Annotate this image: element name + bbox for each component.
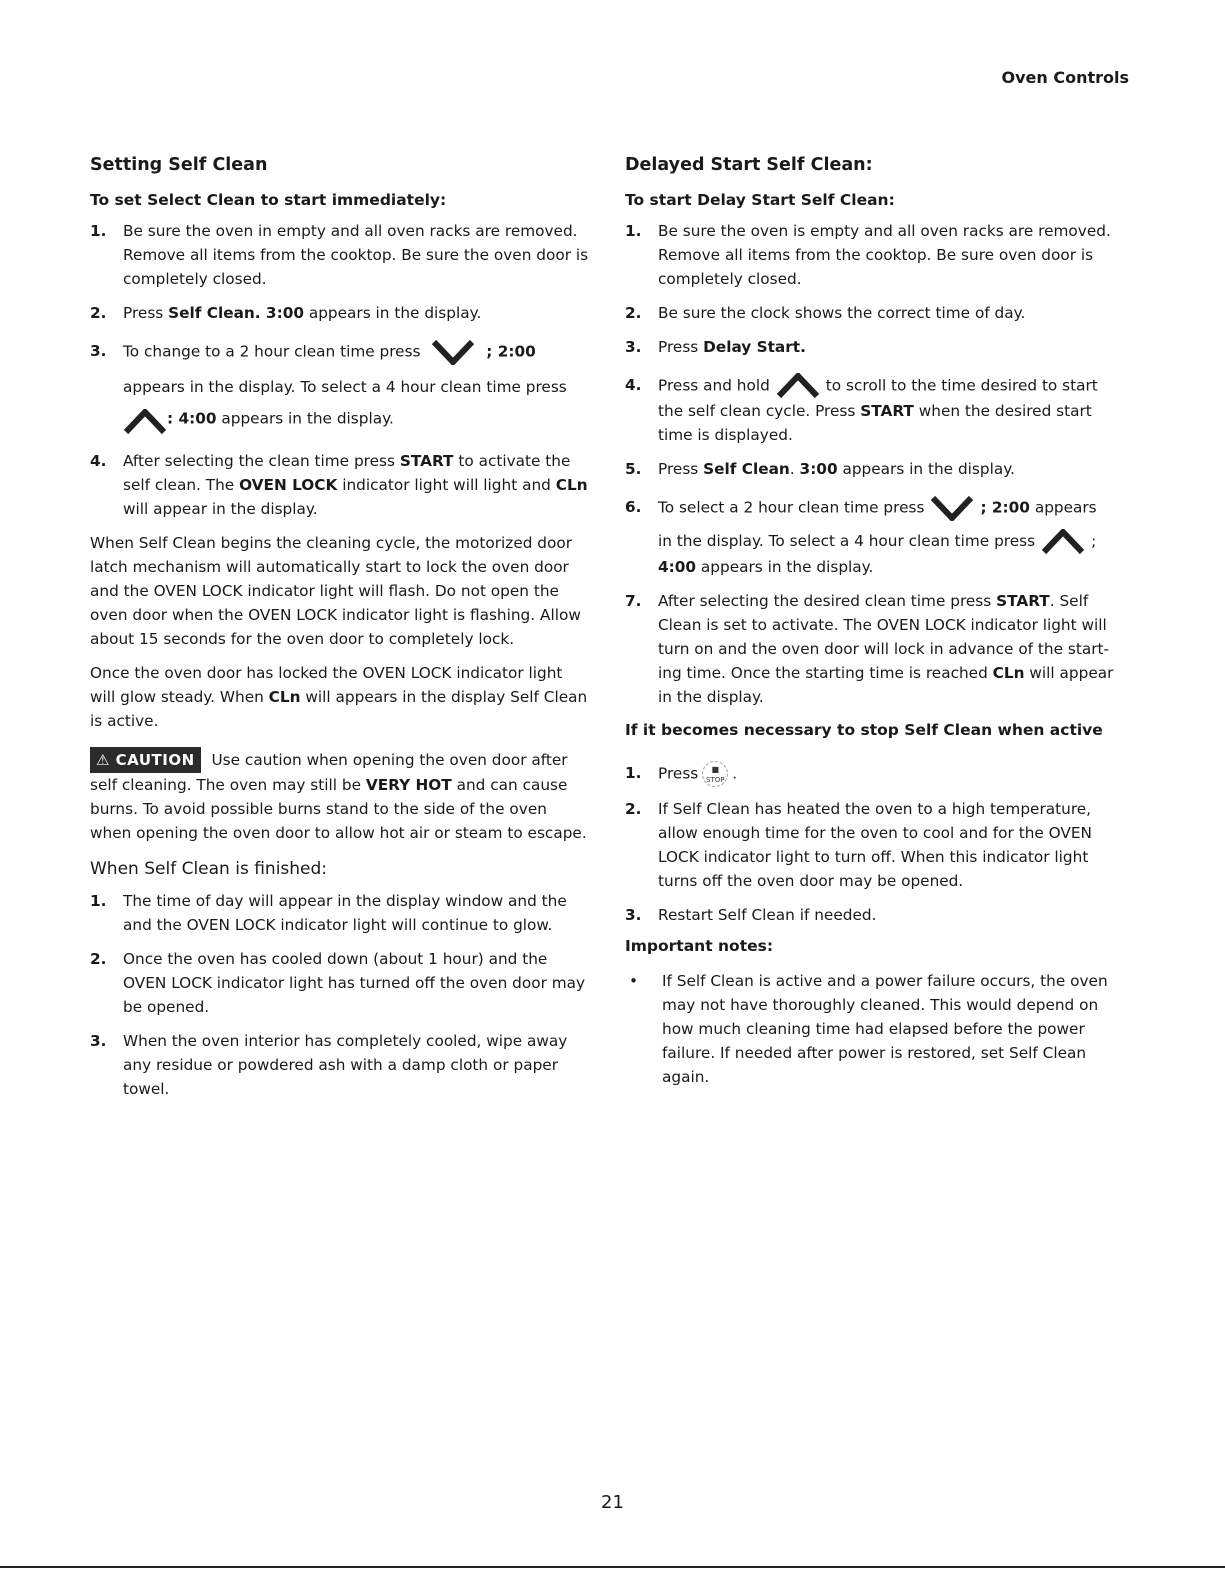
step-text: [123, 339, 590, 439]
bold-text: START: [996, 591, 1050, 610]
text-run: will appears in the display Self Clean is active.: [90, 688, 588, 730]
bold-text: CLn: [268, 688, 301, 706]
text-run: and can cause burns. To avoid possible burns stand to the side of the oven when opening the oven door to allow hot air or steam to escape.: [90, 776, 587, 842]
text-run: in the display. To select a 4 hour clean time press: [658, 532, 1036, 550]
stop-button-icon: ■ STOP: [702, 761, 728, 787]
list-item: [90, 219, 590, 291]
text-run: .: [732, 764, 738, 782]
step-number: 2.: [625, 799, 642, 818]
list-item: [90, 449, 590, 521]
bullet: •: [629, 971, 639, 990]
bold-text: ; 2:00: [980, 498, 1030, 517]
chevron-down-icon: [431, 339, 475, 365]
step-number: 1.: [90, 892, 107, 910]
text-run: Press: [658, 338, 704, 356]
list-item: [625, 495, 1125, 579]
step-number: 3.: [625, 905, 642, 924]
text-run: indicator light will light and: [337, 476, 556, 494]
section-title-delayed-start: Delayed Start Self Clean:: [625, 155, 873, 175]
text-run: appears in the display.: [216, 409, 394, 428]
list-item: [625, 903, 1125, 927]
text-run: will appear in the display.: [123, 500, 318, 518]
chevron-up-icon: [776, 373, 820, 399]
text-run: appears in the display.: [696, 557, 874, 576]
text-run: when the desired start time is displayed.: [658, 402, 1092, 444]
step-number: 5.: [625, 460, 642, 478]
step-text: [658, 457, 1125, 481]
bold-text: OVEN LOCK: [239, 476, 338, 494]
step-text: Be sure the clock shows the correct time of day.: [658, 304, 1026, 322]
text-run: to activate the self clean. The: [123, 452, 571, 494]
right-column: [625, 155, 1125, 1099]
step-number: 1.: [625, 763, 642, 782]
bold-text: Self Clean: [703, 460, 790, 478]
stop-icon-label: STOP: [706, 775, 725, 784]
text-run: After selecting the clean time press: [123, 452, 400, 470]
step-text: [658, 761, 1125, 787]
subtitle-start-immediately: To set Select Clean to start immediately:: [90, 191, 447, 209]
caution-badge: ⚠ CAUTION: [90, 747, 201, 773]
paragraph-oven-locked: [90, 661, 590, 733]
list-item: [625, 761, 1125, 787]
step-number: 3.: [90, 1032, 107, 1050]
left-column: [90, 155, 590, 1111]
list-item: [625, 219, 1125, 291]
subtitle-stop-self-clean: If it becomes necessary to stop Self Clean when active: [625, 720, 1103, 739]
section-title-setting-self-clean: Setting Self Clean: [90, 155, 268, 175]
bold-text: ; 2:00: [486, 342, 536, 361]
subtitle-when-finished: When Self Clean is finished:: [90, 859, 328, 879]
section-header: Oven Controls: [1001, 68, 1129, 87]
text-run: Once the oven door has locked the OVEN LOCK indicator light will glow steady. When: [90, 664, 563, 706]
bold-text: CLn: [992, 663, 1025, 682]
step-text: Be sure the oven is empty and all oven racks are removed. Remove all items from the cooktop. Be sure oven door is completely closed.: [658, 222, 1111, 288]
paragraph-cleaning-cycle: When Self Clean begins the cleaning cycle, the motorized door latch mechanism will automatically start to lock the oven door and the OVEN LOCK indicator light will flash. Do not open the oven door when the OVEN LOCK indicator light is flashing. Allow about 15 seconds for the oven door to completely lock.: [90, 534, 581, 648]
step-number: 1.: [625, 222, 642, 240]
text-run: Press: [658, 460, 704, 478]
text-run: After selecting the desired clean time press: [658, 591, 997, 610]
text-run: appears: [1029, 498, 1097, 517]
text-run: To select a 2 hour clean time press: [658, 498, 925, 517]
step-text: When the oven interior has completely cooled, wipe away any residue or powdered ash with a damp cloth or paper towel.: [123, 1032, 568, 1098]
step-number: 3.: [90, 342, 107, 360]
list-item: [625, 457, 1125, 481]
list-item: [625, 797, 1125, 893]
text-run: appears in the display.: [303, 304, 482, 322]
text-run: Press and hold: [658, 376, 770, 395]
text-run: To change to a 2 hour clean time press: [123, 342, 421, 361]
text-run: Press: [123, 304, 169, 322]
bold-text: 4:00: [658, 557, 697, 576]
bold-text: VERY HOT: [365, 776, 452, 794]
page-number: 21: [601, 1492, 624, 1513]
bottom-rule: [0, 1566, 1225, 1568]
step-number: 7.: [625, 591, 642, 610]
bold-text: START: [860, 402, 914, 420]
text-run: appears in the display.: [837, 460, 1015, 478]
note-text: If Self Clean is active and a power failure occurs, the oven may not have thoroughly cleaned. This would depend on how much cleaning time had elapsed before the power failure. If needed after power is restored, set Self Clean again.: [662, 971, 1108, 1086]
step-text: Restart Self Clean if needed.: [658, 905, 877, 924]
chevron-down-icon: [930, 495, 974, 521]
step-number: 6.: [625, 498, 642, 516]
step-number: 2.: [625, 304, 642, 322]
list-item: [625, 589, 1125, 709]
step-number: 1.: [90, 222, 107, 240]
step-text: [658, 335, 1125, 359]
step-text: Once the oven has cooled down (about 1 hour) and the OVEN LOCK indicator light has turned off the oven door may be opened.: [123, 950, 586, 1016]
text-run: ;: [1091, 532, 1097, 550]
text-run: Use caution when opening the oven door after self cleaning. The oven may still be: [90, 751, 568, 794]
text-run: Press: [658, 764, 699, 782]
bold-text: CLn: [555, 476, 588, 494]
text-run: appears in the display. To select a 4 hour clean time press: [123, 378, 567, 396]
text-run: . Self Clean is set to activate. The OVEN LOCK indicator light will turn on and the oven door will lock in advance of the starting time. Once the starting time is reached: [658, 591, 1110, 682]
list-item: [625, 301, 1125, 325]
step-text: Be sure the oven in empty and all oven racks are removed. Remove all items from the cooktop. Be sure the oven door is completely closed.: [123, 222, 589, 288]
subtitle-important-notes: Important notes:: [625, 936, 774, 955]
step-text: If Self Clean has heated the oven to a high temperature, allow enough time for the oven to cool and for the OVEN LOCK indicator light to turn off. When this indicator light turns off the oven door may be opened.: [658, 799, 1093, 890]
bold-text: Self Clean. 3:00: [168, 304, 304, 322]
step-number: 4.: [625, 376, 642, 394]
text-run: .: [789, 460, 800, 478]
list-item: [90, 1029, 590, 1101]
step-text: [123, 449, 590, 521]
subtitle-delay-start: To start Delay Start Self Clean:: [625, 191, 895, 209]
step-text: [658, 373, 1125, 447]
step-number: 2.: [90, 304, 107, 322]
caution-paragraph: [90, 747, 590, 845]
list-item: [90, 339, 590, 439]
chevron-up-icon: [1041, 529, 1085, 555]
text-run: to scroll to the time desired to start the self clean cycle. Press: [658, 376, 1098, 420]
bold-text: Delay Start.: [703, 338, 806, 356]
step-text: [658, 495, 1125, 579]
step-number: 4.: [90, 452, 107, 470]
list-item: [625, 969, 1125, 1089]
list-item: [90, 889, 590, 937]
list-item: [625, 373, 1125, 447]
step-text: The time of day will appear in the display window and the and the OVEN LOCK indicator light will continue to glow.: [123, 892, 567, 934]
step-number: 3.: [625, 338, 642, 356]
list-item: [90, 301, 590, 325]
list-item: [90, 947, 590, 1019]
bold-text: : 4:00: [167, 409, 217, 428]
chevron-up-icon: [123, 409, 167, 435]
step-number: 2.: [90, 950, 107, 968]
step-text: [123, 301, 590, 325]
bold-text: 3:00: [799, 460, 838, 478]
list-item: [625, 335, 1125, 359]
text-run: will appear in the display.: [658, 663, 1114, 706]
bold-text: START: [399, 452, 454, 470]
step-text: [658, 589, 1125, 709]
